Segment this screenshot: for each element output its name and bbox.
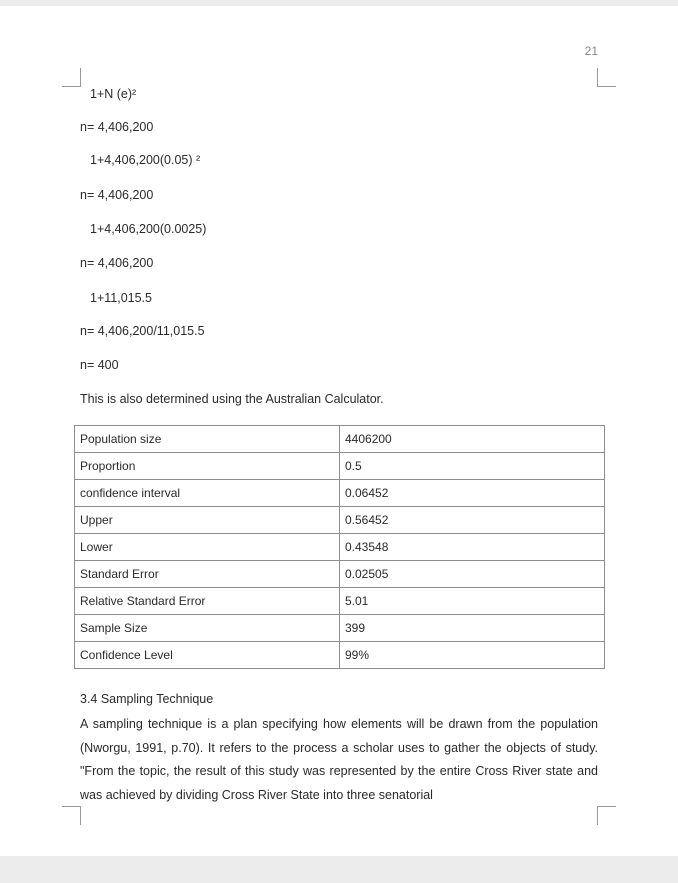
table-cell-value: 0.5 [340,453,605,480]
table-cell-value: 0.06452 [340,480,605,507]
table-row [75,453,605,480]
table-cell-label: Sample Size [75,615,340,642]
equation-line: n= 4,406,200 [80,188,154,202]
table-row [75,588,605,615]
section-paragraph: A sampling technique is a plan specifying how elements will be drawn from the population (Nworgu, 1991, p.70). It refers to the process a scholar uses to gather the objects of study. "From the topic, the result of this study was represented by the entire Cross River state and was achieved by dividing Cross River State into three senatorial [80,717,598,802]
table-cell-label: Lower [75,534,340,561]
table-cell-value: 0.43548 [340,534,605,561]
table-cell-label: Relative Standard Error [75,588,340,615]
table-row [75,534,605,561]
table-cell-label: confidence interval [75,480,340,507]
table-cell-value: 0.02505 [340,561,605,588]
table-cell-value: 4406200 [340,426,605,453]
page-number: 21 [584,44,598,58]
crop-mark-top-left [62,68,81,87]
equation-denominator: 1+N (e)² [90,87,137,101]
table-cell-value: 99% [340,642,605,669]
table-row [75,507,605,534]
table-cell-label: Confidence Level [75,642,340,669]
sample-size-table [74,425,605,669]
crop-mark-bottom-left [62,806,81,825]
table-cell-value: 5.01 [340,588,605,615]
table-row [75,642,605,669]
equation-denominator: 1+4,406,200(0.05) ² [90,153,201,167]
equation-line: n= 4,406,200 [80,120,154,134]
table-cell-value: 399 [340,615,605,642]
section-heading: 3.4 Sampling Technique [80,692,214,706]
table-cell-label: Proportion [75,453,340,480]
equation-line: n= 4,406,200/11,015.5 [80,324,205,338]
table-row [75,615,605,642]
table-cell-value: 0.56452 [340,507,605,534]
table-row [75,561,605,588]
table-cell-label: Upper [75,507,340,534]
equation-line: n= 4,406,200 [80,256,154,270]
table-row [75,480,605,507]
table-cell-label: Standard Error [75,561,340,588]
crop-mark-bottom-right [597,806,616,825]
equation-result: n= 400 [80,358,119,372]
intro-text: This is also determined using the Australian Calculator. [80,392,384,406]
table-row [75,426,605,453]
crop-mark-top-right [597,68,616,87]
equation-denominator: 1+4,406,200(0.0025) [90,222,207,236]
table-cell-label: Population size [75,426,340,453]
equation-denominator: 1+11,015.5 [90,291,152,305]
document-page [0,6,678,856]
